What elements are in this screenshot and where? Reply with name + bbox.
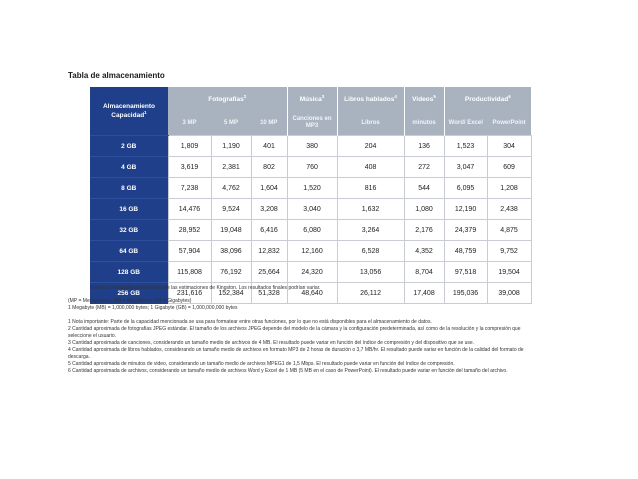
table-row bbox=[90, 241, 531, 262]
subheader-5mp: 5 MP bbox=[211, 111, 251, 136]
footnote: 5 Cantidad aproximada de minutos de video, considerando un tamaño medio de archivos MPEG1 de 1,5 Mbps. El resultado puede variar en función del índice de compresión. bbox=[68, 361, 455, 367]
capacity-label: 4 GB bbox=[90, 157, 168, 178]
table-cell: 6,528 bbox=[337, 241, 404, 262]
table-cell: 231,616 bbox=[168, 283, 211, 304]
table-cell: 408 bbox=[337, 157, 404, 178]
storage-table bbox=[90, 87, 532, 304]
table-cell: 24,379 bbox=[444, 220, 487, 241]
table-cell: 28,952 bbox=[168, 220, 211, 241]
table-cell: 12,160 bbox=[287, 241, 337, 262]
table-cell: 2,176 bbox=[404, 220, 444, 241]
table-cell: 17,408 bbox=[404, 283, 444, 304]
table-cell: 1,809 bbox=[168, 136, 211, 157]
corner-line2: Capacidad bbox=[111, 112, 145, 120]
table-cell: 39,008 bbox=[487, 283, 531, 304]
table-cell: 57,904 bbox=[168, 241, 211, 262]
table-row bbox=[90, 136, 531, 157]
table-cell: 3,040 bbox=[287, 199, 337, 220]
table-cell: 544 bbox=[404, 178, 444, 199]
table-cell: 6,416 bbox=[251, 220, 287, 241]
subheader-10mp: 10 MP bbox=[251, 111, 287, 136]
table-cell: 97,518 bbox=[444, 262, 487, 283]
footnote: 1 Nota importante: Parte de la capacidad mencionada se usa para formatear entre otras funciones, por lo que no está disponibles para el almacenamiento de datos. bbox=[68, 319, 432, 325]
group-header-music: Música$^3$ bbox=[287, 87, 337, 111]
footnote: 3 Cantidad aproximada de canciones, considerando un tamaño medio de archivos de 4 MB. El resultado puede variar en función del índice de compresión y del dispositivo que se use. bbox=[68, 340, 475, 346]
subheader-3mp: 3 MP bbox=[168, 111, 211, 136]
table-body bbox=[90, 136, 531, 304]
table-cell: 152,384 bbox=[211, 283, 251, 304]
table-cell: 760 bbox=[287, 157, 337, 178]
table-cell: 51,328 bbox=[251, 283, 287, 304]
subheader-minutes: minutos bbox=[404, 111, 444, 136]
table-cell: 48,759 bbox=[444, 241, 487, 262]
table-cell: 802 bbox=[251, 157, 287, 178]
subheader-books: Libros bbox=[337, 111, 404, 136]
table-cell: 115,808 bbox=[168, 262, 211, 283]
table-cell: 136 bbox=[404, 136, 444, 157]
capacity-label: 16 GB bbox=[90, 199, 168, 220]
page-title: Tabla de almacenamiento bbox=[68, 71, 165, 80]
table-cell: 380 bbox=[287, 136, 337, 157]
corner-sup: 1 bbox=[144, 109, 147, 115]
table-cell: 3,619 bbox=[168, 157, 211, 178]
capacity-label: 256 GB bbox=[90, 283, 168, 304]
subheader-powerpoint: PowerPoint bbox=[487, 111, 531, 136]
table-cell: 1,604 bbox=[251, 178, 287, 199]
table-cell: 19,504 bbox=[487, 262, 531, 283]
table-row bbox=[90, 199, 531, 220]
table-cell: 12,832 bbox=[251, 241, 287, 262]
table-cell: 195,036 bbox=[444, 283, 487, 304]
table-cell: 2,438 bbox=[487, 199, 531, 220]
table-cell: 2,381 bbox=[211, 157, 251, 178]
table-cell: 4,875 bbox=[487, 220, 531, 241]
table-cell: 6,080 bbox=[287, 220, 337, 241]
table-cell: 76,192 bbox=[211, 262, 251, 283]
table-cell: 25,664 bbox=[251, 262, 287, 283]
table-cell: 1,208 bbox=[487, 178, 531, 199]
group-header-videos: Videos$^5$ bbox=[404, 87, 444, 111]
group-header-photos: Fotografías$^2$ bbox=[168, 87, 287, 111]
capacity-label: 64 GB bbox=[90, 241, 168, 262]
table-cell: 304 bbox=[487, 136, 531, 157]
notes-section bbox=[68, 298, 534, 375]
subheader-word-excel: Word/ Excel bbox=[444, 111, 487, 136]
table-cell: 272 bbox=[404, 157, 444, 178]
abbrev-line: 1 Megabyte (MB) = 1,000,000 bytes; 1 Gigabyte (GB) = 1,000,000,000 bytes bbox=[68, 305, 238, 311]
corner-line1: Almacenamiento bbox=[102, 102, 156, 110]
abbrev-line: (MP = Megapíxeles, MB = Megabytes, GB = Gigabytes) bbox=[68, 298, 192, 304]
table-cell: 12,190 bbox=[444, 199, 487, 220]
table-cell: 4,762 bbox=[211, 178, 251, 199]
table-cell: 4,352 bbox=[404, 241, 444, 262]
table-cell: 3,047 bbox=[444, 157, 487, 178]
table-cell: 1,520 bbox=[287, 178, 337, 199]
table-cell: 3,208 bbox=[251, 199, 287, 220]
table-row bbox=[90, 220, 531, 241]
table-cell: 3,264 bbox=[337, 220, 404, 241]
table-cell: 8,704 bbox=[404, 262, 444, 283]
table-cell: 1,632 bbox=[337, 199, 404, 220]
table-cell: 9,752 bbox=[487, 241, 531, 262]
group-header-productivity: Productividad$^6$ bbox=[444, 87, 531, 111]
table-row bbox=[90, 262, 531, 283]
table-cell: 7,238 bbox=[168, 178, 211, 199]
capacity-label: 2 GB bbox=[90, 136, 168, 157]
corner-header bbox=[90, 87, 168, 136]
table-cell: 26,112 bbox=[337, 283, 404, 304]
table-cell: 24,320 bbox=[287, 262, 337, 283]
table-cell: 14,476 bbox=[168, 199, 211, 220]
table-cell: 19,048 bbox=[211, 220, 251, 241]
source-note: Fuentes: resultados procedentes de las estimaciones de Kingston. Los resultados finales podrían variar. bbox=[90, 285, 321, 291]
capacity-label: 8 GB bbox=[90, 178, 168, 199]
table-cell: 609 bbox=[487, 157, 531, 178]
table-cell: 1,523 bbox=[444, 136, 487, 157]
group-header-audiobooks: Libros hablados$^4$ bbox=[337, 87, 404, 111]
table-cell: 6,095 bbox=[444, 178, 487, 199]
table-row bbox=[90, 157, 531, 178]
footnote: 4 Cantidad aproximada de libros hablados, considerando un tamaño medio de archivos en formato MP3 de 2 horas de duración o 3,7 MB/hr. El resultado puede variar en función de la calidad del formato de descarga. bbox=[68, 347, 524, 360]
table-cell: 816 bbox=[337, 178, 404, 199]
table-cell: 1,190 bbox=[211, 136, 251, 157]
footnote: 6 Cantidad aproximada de archivos, considerando un tamaño medio de archivos Word y Excel de 1 MB (5 MB en el caso de PowerPoint). El resultado puede variar en función del tamaño del archivo. bbox=[68, 368, 508, 374]
table-cell: 1,080 bbox=[404, 199, 444, 220]
table-cell: 204 bbox=[337, 136, 404, 157]
table-cell: 13,056 bbox=[337, 262, 404, 283]
capacity-label: 32 GB bbox=[90, 220, 168, 241]
table-cell: 48,640 bbox=[287, 283, 337, 304]
table-cell: 401 bbox=[251, 136, 287, 157]
footnote: 2 Cantidad aproximada de fotografías JPEG estándar. El tamaño de los archivos JPEG depende del modelo de la cámara y la configuración predeterminada, así como de la resolución y la compresión que seleccione el usuario. bbox=[68, 326, 521, 339]
table-row bbox=[90, 178, 531, 199]
table-cell: 38,096 bbox=[211, 241, 251, 262]
capacity-label: 128 GB bbox=[90, 262, 168, 283]
table-cell: 9,524 bbox=[211, 199, 251, 220]
subheader-mp3-songs: Canciones en MP3 bbox=[287, 111, 337, 136]
